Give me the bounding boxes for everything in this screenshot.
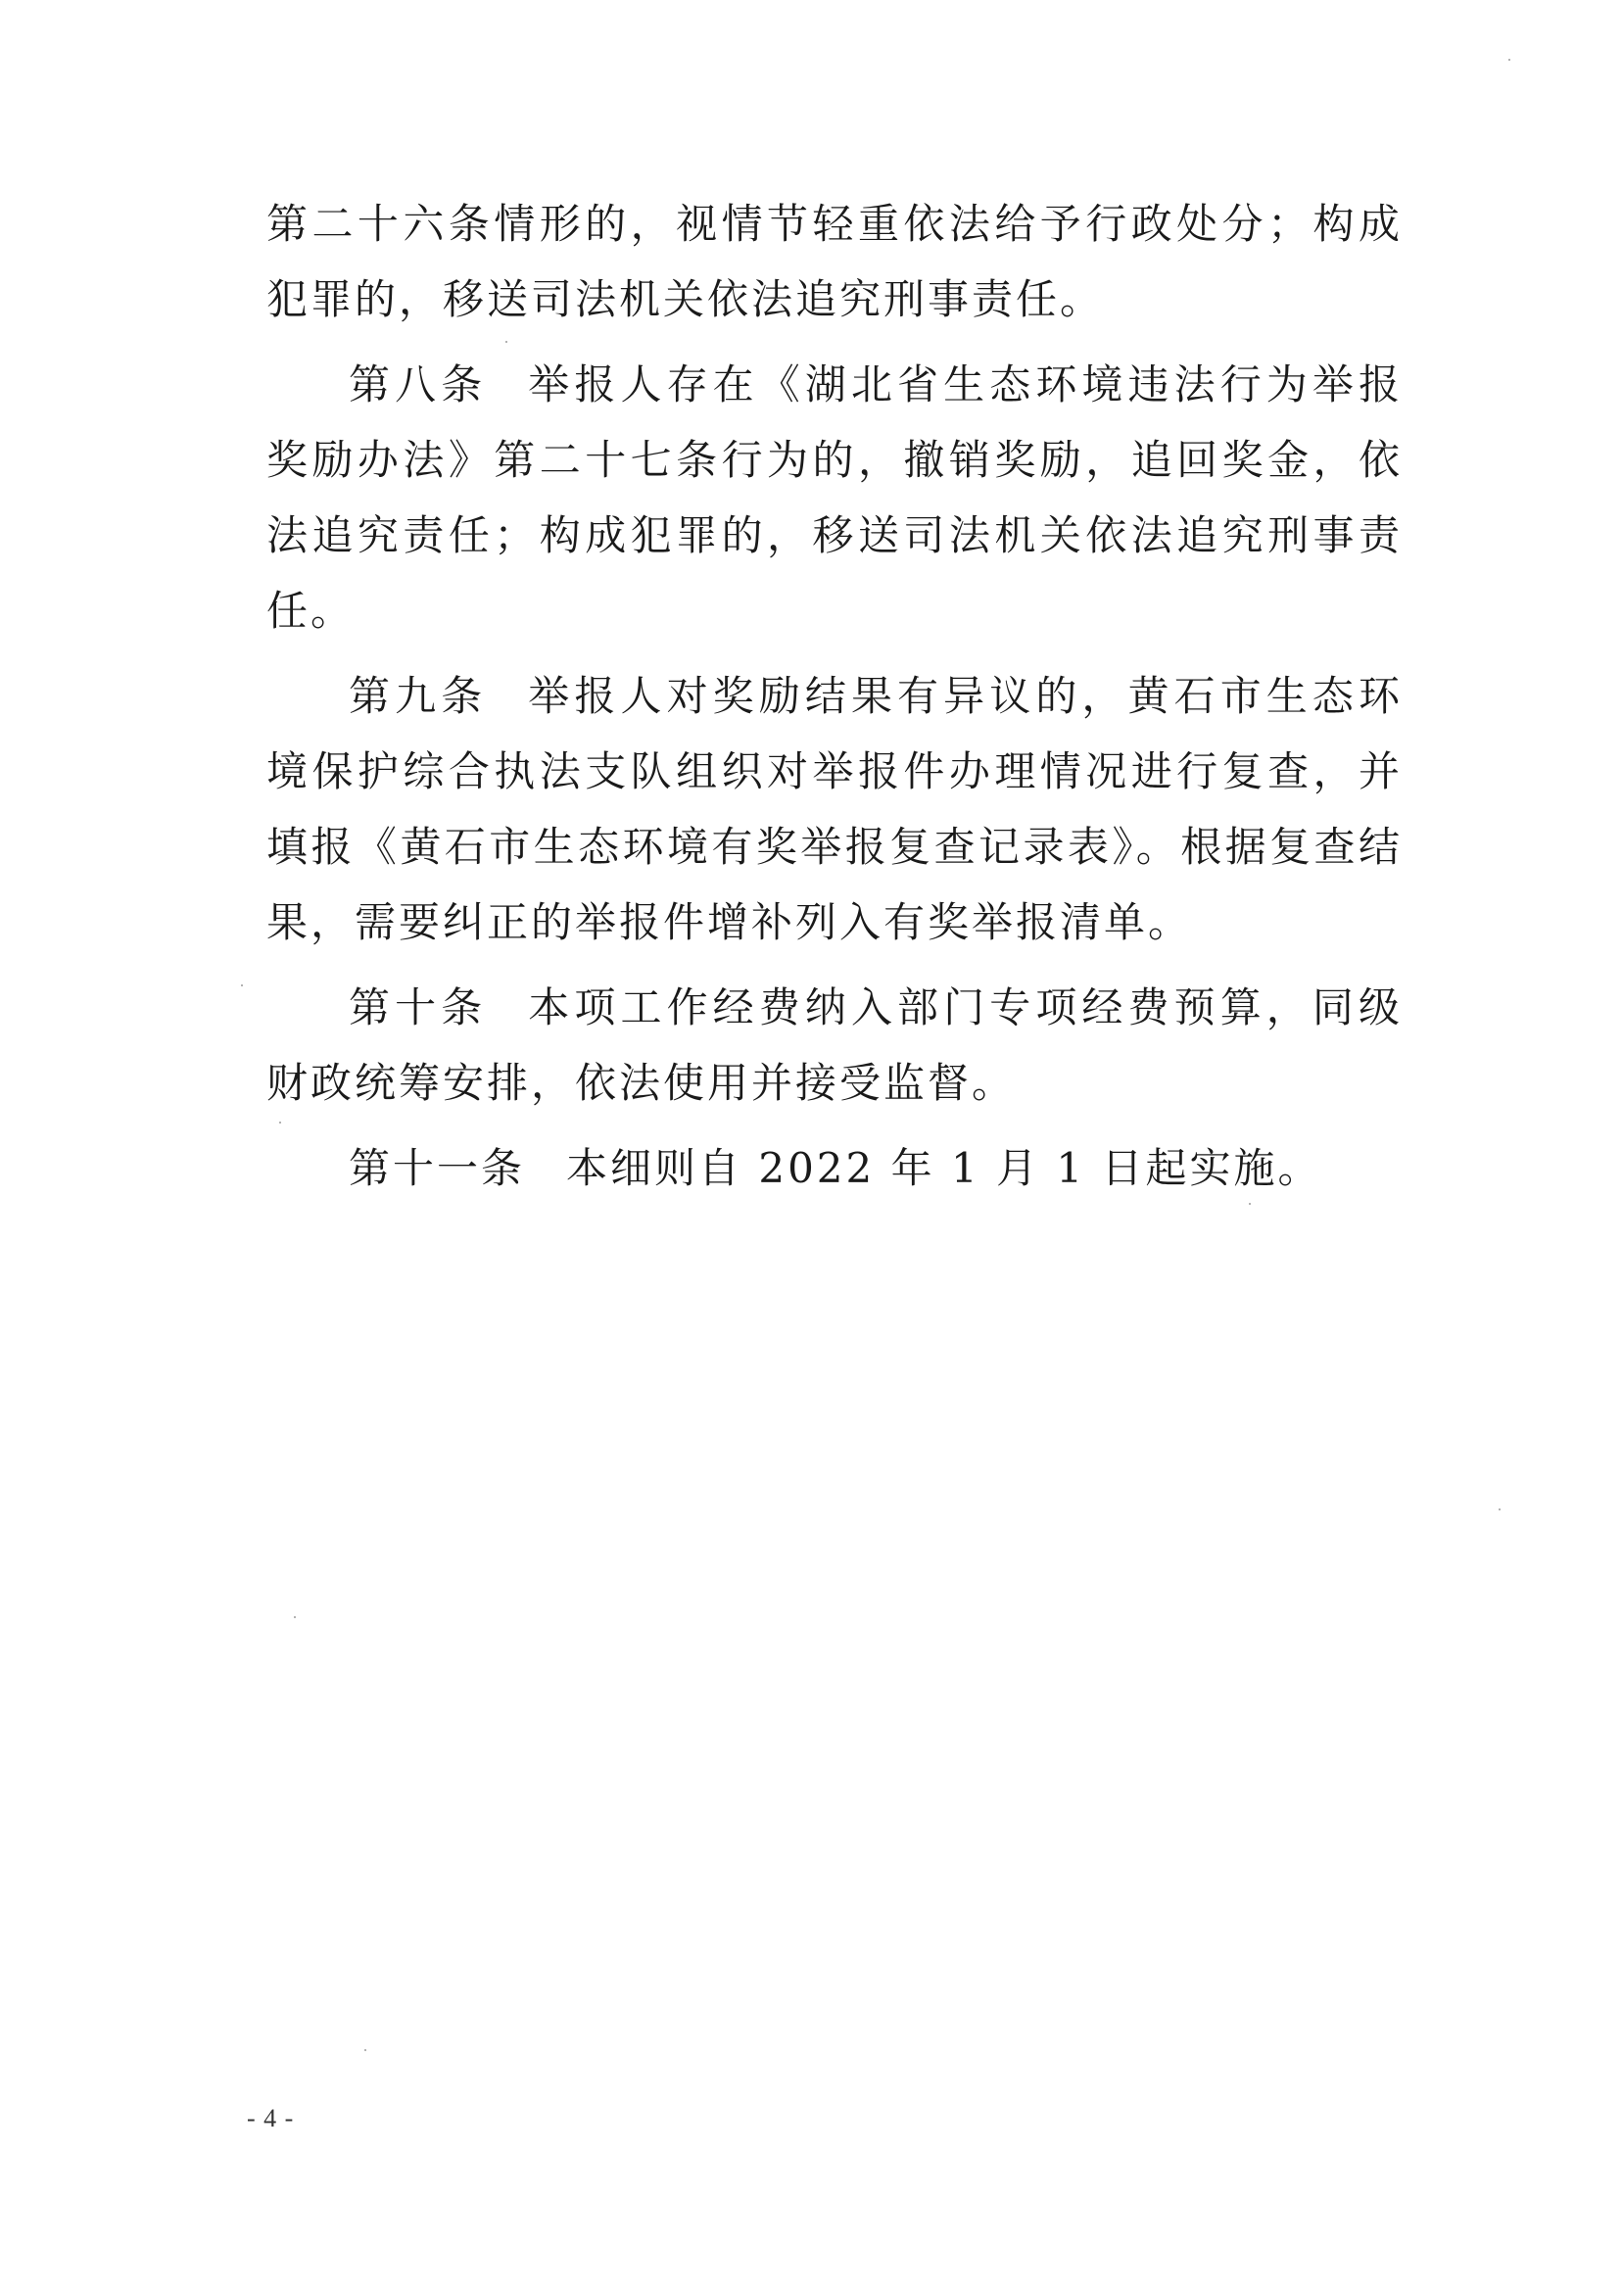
article-8 [266,347,1403,648]
scan-speck [505,341,507,343]
scan-speck [279,1122,281,1124]
paragraph-text: 本项工作经费纳入部门专项经费预算，同级财政统筹安排，依法使用并接受监督。 [266,983,1403,1107]
article-number: 第十一条 [349,1144,526,1192]
article-number: 第十条 [349,983,488,1031]
article-10 [266,970,1403,1121]
paragraph-text: 第二十六条情形的，视情节轻重依法给予行政处分；构成犯罪的，移送司法机关依法追究刑事责任。 [266,200,1403,323]
paragraph-text: 举报人存在《湖北省生态环境违法行为举报奖励办法》第二十七条行为的，撤销奖励，追回奖金，依法追究责任；构成犯罪的，移送司法机关依法追究刑事责任。 [266,360,1403,635]
document-body [266,186,1403,1206]
scan-speck [1249,1203,1251,1205]
article-number: 第八条 [349,360,488,408]
scan-speck [1499,1508,1501,1510]
article-9 [266,658,1403,960]
scan-speck [241,984,243,986]
scan-speck [1508,59,1510,61]
article-11 [266,1130,1403,1206]
paragraph-text: 本细则自 2022 年 1 月 1 日起实施。 [566,1144,1322,1192]
article-number: 第九条 [349,672,488,720]
scan-speck [364,2049,366,2051]
paragraph-text: 举报人对奖励结果有异议的，黄石市生态环境保护综合执法支队组织对举报件办理情况进行复查，并填报《黄石市生态环境有奖举报复查记录表》。根据复查结果，需要纠正的举报件增补列入有奖举报清单。 [266,672,1403,946]
scan-speck [294,1616,296,1618]
paragraph-continuation [266,186,1403,337]
page-number: - 4 - [247,2104,295,2132]
